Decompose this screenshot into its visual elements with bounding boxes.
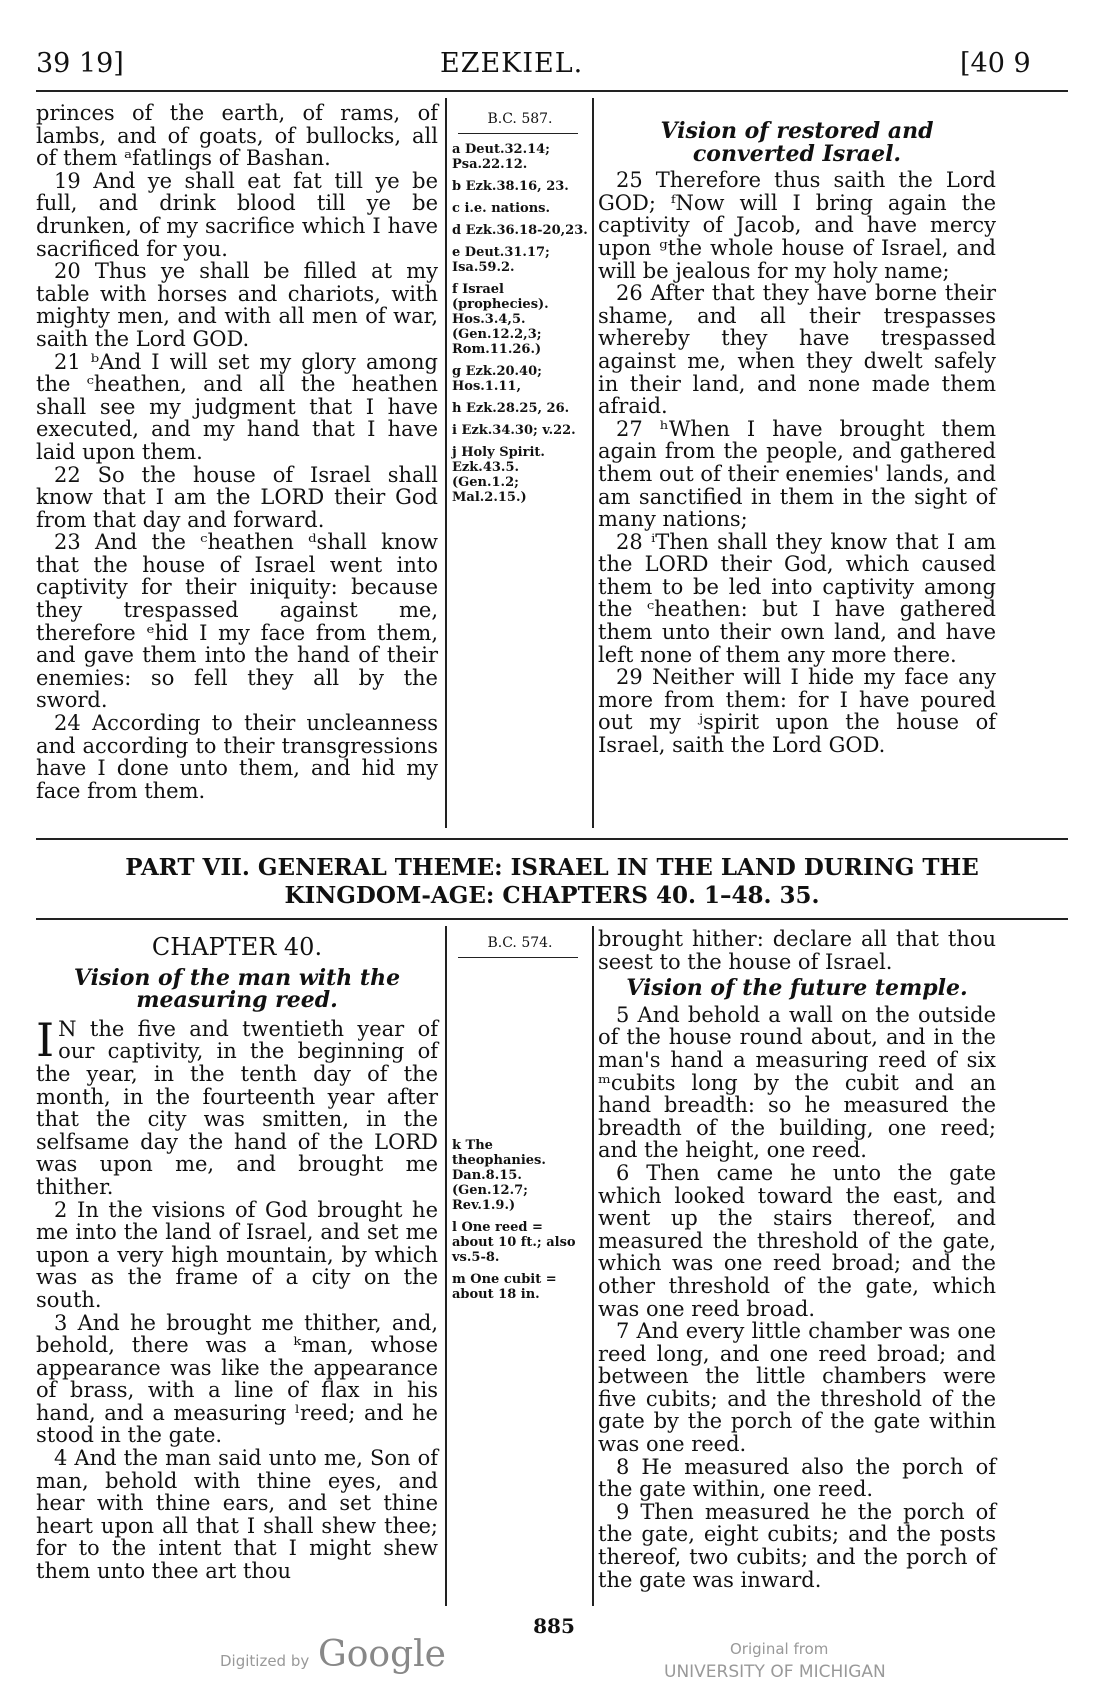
reference-note: l One reed = about 10 ft.; also vs.5-8. — [452, 1220, 576, 1265]
part-heading-line2: KINGDOM-AGE: CHAPTERS 40. 1–48. 35. — [284, 882, 820, 909]
page-number: 885 — [533, 1614, 575, 1638]
top-margin-references — [452, 112, 588, 512]
running-head-left: 39 19] — [36, 48, 124, 79]
reference-note: b Ezk.38.16, 23. — [452, 179, 569, 194]
original-from-label: Original from — [730, 1640, 829, 1658]
reference-note: k The theophanies. Dan.8.15. (Gen.12.7; Rev.1.9.) — [452, 1138, 546, 1213]
reference-note: f Israel (prophecies). Hos.3.4,5. (Gen.12.2,3; Rom.11.26.) — [452, 282, 549, 357]
running-head-title: EZEKIEL. — [440, 48, 584, 79]
column-rule-left — [445, 926, 447, 1606]
verse-paragraph: brought hither: declare all that thou seest to the house of Israel. — [598, 927, 996, 974]
reference-note: h Ezk.28.25, 26. — [452, 401, 570, 416]
verse-paragraph: princes of the earth, of rams, of lambs, and of goats, of bullocks, all of them ᵃfatlings of Bashan. — [36, 101, 438, 171]
reference-note: d Ezk.36.18-20,23. — [452, 223, 588, 238]
verse-paragraph: 21 ᵇAnd I will set my glory among the ᶜheathen, and all the heathen shall see my judgment that I have executed, and my hand that I have laid upon them. — [36, 349, 438, 464]
verse-paragraph: 29 Neither will I hide my face any more from them: for I have poured out my ʲspirit upon the house of Israel, saith the Lord GOD. — [598, 665, 996, 758]
verse-paragraph: 4 And the man said unto me, Son of man, behold with thine eyes, and hear with thine ears, and set thine heart upon all that I shall shew thee; for to the intent that I might shew them unto thee art thou — [36, 1446, 438, 1584]
drop-cap: I — [36, 1012, 55, 1067]
column-rule-right — [592, 98, 594, 828]
university-label: UNIVERSITY OF MICHIGAN — [664, 1662, 886, 1682]
date-rule — [458, 133, 578, 134]
verse-paragraph: 28 ⁱThen shall they know that I am the LORD their God, which caused them to be led into captivity among the ᶜheathen: but I have gathered them unto their own land, and have left none of them any more there. — [598, 529, 996, 667]
verse-paragraph: 8 He measured also the porch of the gate within, one reed. — [598, 1454, 996, 1502]
verse-paragraph: 24 According to their uncleanness and according to their transgressions have I done unto them, and hid my face from them. — [36, 711, 438, 803]
bottom-left-column — [36, 933, 438, 1584]
verse-paragraph: 19 And ye shall eat fat till ye be full, and drink blood till ye be drunken, of my sacrifice which I have sacrificed for you. — [36, 168, 438, 261]
verse-paragraph: 5 And behold a wall on the outside of the house round about, and in the man's hand a measuring reed of six ᵐcubits long by the cubit and an hand breadth: so he measured the breadth of the building, one reed; and the height, one reed. — [598, 1002, 996, 1163]
reference-note: j Holy Spirit. Ezk.43.5. (Gen.1.2; Mal.2.15.) — [452, 445, 545, 505]
reference-note: e Deut.31.17; Isa.59.2. — [452, 245, 550, 275]
verse-paragraph: 3 And he brought me thither, and, behold, there was a ᵏman, whose appearance was like the appearance of brass, with a line of flax in his hand, and a measuring ˡreed; and he stood in the gate. — [36, 1310, 438, 1448]
running-head-right: [40 9 — [960, 48, 1031, 79]
reference-note: i Ezk.34.30; v.22. — [452, 423, 576, 438]
verse-paragraph: 6 Then came he unto the gate which looked toward the east, and went up the stairs thereof, and measured the threshold of the gate, which was one reed broad; and the other threshold of the gate, which was one reed broad. — [598, 1160, 996, 1321]
column-rule-left — [445, 98, 447, 828]
verse-paragraph: 2 In the visions of God brought he me into the land of Israel, and set me upon a very high mountain, by which was as the frame of a city on the south. — [36, 1197, 438, 1312]
header-rule — [36, 90, 1068, 92]
google-logo: Google — [318, 1634, 446, 1675]
bottom-margin-references — [452, 936, 588, 1309]
verse-paragraph: 22 So the house of Israel shall know that I am the LORD their God from that day and forward. — [36, 462, 438, 532]
section-rule-bottom — [36, 918, 1068, 920]
verse-paragraph: 25 Therefore thus saith the Lord GOD; ᶠNow will I bring again the captivity of Jacob, and have mercy upon ᵍthe whole house of Israel, and will be jealous for my holy name; — [598, 168, 996, 283]
verse-paragraph: 26 After that they have borne their shame, and all their trespasses whereby they have trespassed against me, when they dwelt safely in their land, and none made them afraid. — [598, 281, 996, 419]
date-rule — [458, 957, 578, 958]
top-left-column — [36, 102, 438, 802]
verse-paragraph: 27 ʰWhen I have brought them again from the people, and gathered them out of their enemies' lands, and am sanctified in them in the sight of many nations; — [598, 416, 996, 532]
date-label: B.C. 587. — [487, 111, 553, 127]
bottom-right-column — [598, 928, 996, 1591]
top-right-column — [598, 120, 996, 757]
reference-note: g Ezk.20.40; Hos.1.11, — [452, 364, 542, 394]
section-heading: Vision of the man with the measuring reed. — [73, 964, 401, 1014]
reference-note: c i.e. nations. — [452, 201, 551, 216]
column-rule-right — [592, 926, 594, 1606]
section-heading: Vision of restored and converted Israel. — [660, 118, 934, 167]
part-heading-line1: PART VII. GENERAL THEME: ISRAEL IN THE LAND DURING THE — [125, 854, 979, 881]
reference-note: a Deut.32.14; Psa.22.12. — [452, 142, 550, 172]
verse-paragraph: N the five and twentieth year of our captivity, in the beginning of the year, in the tenth day of the month, in the fourteenth year after that the city was smitten, in the selfsame day the hand of the LORD was upon me, and brought me thither. — [36, 1016, 438, 1199]
verse-paragraph: 23 And the ᶜheathen ᵈshall know that the house of Israel went into captivity for their iniquity: because they trespassed against me, therefore ᵉhid I my face from them, and gave them into the hand of their enemies: so fell they all by the sword. — [36, 530, 438, 713]
reference-note: m One cubit = about 18 in. — [452, 1272, 557, 1302]
chapter-title: CHAPTER 40. — [151, 933, 323, 961]
section-heading: Vision of the future temple. — [626, 975, 968, 1002]
verse-paragraph: 9 Then measured he the porch of the gate, eight cubits; and the posts thereof, two cubits; and the porch of the gate was inward. — [598, 1499, 996, 1592]
digitized-by-label: Digitized by — [220, 1652, 310, 1670]
date-label: B.C. 574. — [487, 935, 553, 951]
section-rule-top — [36, 838, 1068, 840]
verse-paragraph: 7 And every little chamber was one reed long, and one reed broad; and between the little chambers were five cubits; and the threshold of the gate by the porch of the gate within was one reed. — [598, 1319, 996, 1457]
verse-paragraph: 20 Thus ye shall be filled at my table with horses and chariots, with mighty men, and with all men of war, saith the Lord GOD. — [36, 259, 438, 351]
